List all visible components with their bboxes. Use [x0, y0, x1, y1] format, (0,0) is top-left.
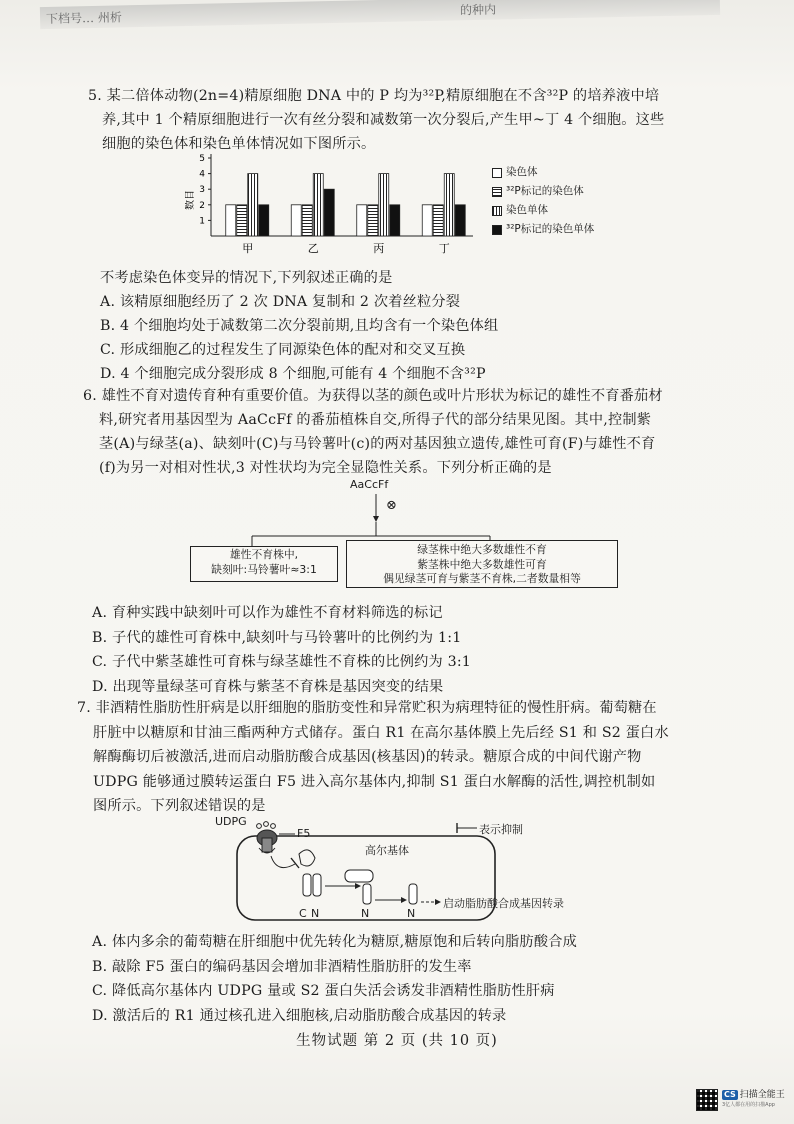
- chart-bars: [226, 174, 466, 236]
- result-box-sterile: 雄性不育株中, 缺刻叶:马铃薯叶≈3:1: [190, 546, 338, 582]
- bar-2-1: [313, 174, 323, 236]
- scanner-brand: CS 扫描全能王 3亿人都在用的扫描App: [722, 1090, 785, 1108]
- q7-option-c[interactable]: C. 降低高尔基体内 UDPG 量或 S2 蛋白失活会诱发非酒精性脂肪性肝病: [92, 983, 555, 999]
- parent-genotype: AaCcFf: [350, 478, 389, 491]
- y-axis-label: 数目: [185, 190, 196, 210]
- x-category-label: 甲: [242, 242, 254, 255]
- bar-3-3: [455, 205, 465, 236]
- bar-2-0: [248, 174, 258, 236]
- question-6-options: [92, 601, 471, 699]
- q5-line-2: 养,其中 1 个精原细胞进行一次有丝分裂和减数第一次分裂后,产生甲~丁 4 个细胞。这些: [102, 112, 665, 128]
- golgi-diagram: [215, 814, 615, 924]
- qr-code-icon: [696, 1089, 718, 1111]
- y-tick-label: 4: [199, 169, 205, 180]
- bar-2-3: [444, 174, 454, 236]
- q6-line-2: 料,研究者用基因型为 AaCcFf 的番茄植株自交,所得子代的部分结果见图。其中,控制紫: [99, 412, 652, 428]
- q7-line-3: 解酶酶切后被激活,进而启动脂肪酸合成基因(核基因)的转录。糖原合成的中间代谢产物: [93, 749, 642, 765]
- q5-line-3: 细胞的染色体和染色单体情况如下图所示。: [102, 136, 376, 152]
- header-strip-right-text: 的种内: [459, 2, 497, 18]
- f5-label: F5: [297, 827, 311, 840]
- x-category-label: 丁: [438, 242, 450, 255]
- q7-line-4: UDPG 能够通过膜转运蛋白 F5 进入高尔基体内,抑制 S1 蛋白水解酶的活性,调控机制如: [93, 773, 656, 790]
- legend-swatch-vertical-lines: [492, 206, 502, 216]
- legend-swatch-black: [492, 225, 502, 235]
- y-tick-label: 1: [199, 216, 205, 227]
- x-category-label: 乙: [307, 242, 319, 255]
- page-footer: 生物试题 第 2 页 (共 10 页): [296, 1033, 498, 1049]
- cross-diagram: [190, 478, 620, 588]
- q6-line-3: 茎(A)与绿茎(a)、缺刻叶(C)与马铃薯叶(c)的两对基因独立遗传,雄性可育(F)与雄性不育: [99, 436, 656, 452]
- bar-3-1: [324, 189, 334, 236]
- q5-line-1: 5. 某二倍体动物(2n=4)精原细胞 DNA 中的 P 均为³²P,精原细胞在不含³²P 的培养液中培: [88, 88, 660, 104]
- bar-0-3: [422, 205, 432, 236]
- x-category-label: 丙: [373, 242, 385, 255]
- scanner-watermark: [696, 1086, 788, 1114]
- c-terminal-label: C: [299, 907, 307, 920]
- q6-option-d[interactable]: D. 出现等量绿茎可育株与紫茎不育株是基因突变的结果: [92, 678, 444, 695]
- chart-legend: [492, 163, 594, 239]
- q6-line-1: 6. 雄性不育对遗传育种有重要价值。为获得以茎的颜色或叶片形状为标记的雄性不育番茄材: [83, 388, 663, 404]
- selfing-symbol: ⊗: [386, 498, 397, 513]
- y-tick-label: 2: [199, 200, 205, 211]
- bar-3-0: [259, 205, 269, 236]
- udpg-label: UDPG: [215, 815, 247, 828]
- transporter-f5-shape: [257, 830, 277, 853]
- bar-0-0: [226, 205, 236, 236]
- bar-2-2: [379, 174, 389, 236]
- bar-1-3: [433, 205, 443, 236]
- q7-line-1: 7. 非酒精性脂肪性肝病是以肝细胞的脂肪变性和异常贮积为病理特征的慢性肝病。葡萄糖在: [77, 700, 657, 716]
- q5-option-c[interactable]: C. 形成细胞乙的过程发生了同源染色体的配对和交叉互换: [100, 342, 466, 358]
- q7-option-b[interactable]: B. 敲除 F5 蛋白的编码基因会增加非酒精性脂肪肝的发生率: [92, 958, 472, 975]
- bar-1-0: [237, 205, 247, 236]
- legend-item-chromosome: 染色体: [492, 163, 594, 182]
- inhibit-legend-label: 表示抑制: [479, 823, 523, 836]
- transcription-label: 启动脂肪酸合成基因转录: [443, 897, 564, 910]
- legend-item-labeled-chromatid: ³²P标记的染色单体: [492, 220, 594, 239]
- bar-0-2: [357, 205, 367, 236]
- legend-item-chromatid: 染色单体: [492, 201, 594, 220]
- bar-1-1: [302, 205, 312, 236]
- n-terminal-label-2: N: [361, 907, 370, 920]
- q6-option-a[interactable]: A. 育种实践中缺刻叶可以作为雄性不育材料筛选的标记: [92, 605, 443, 621]
- question-6: [83, 384, 663, 480]
- bar-1-2: [368, 205, 378, 236]
- question-5-options: [100, 266, 498, 386]
- cs-logo-icon: CS: [724, 1090, 736, 1099]
- y-tick-label: 3: [199, 185, 205, 196]
- q7-line-2: 肝脏中以糖原和甘油三酯两种方式储存。蛋白 R1 在高尔基体膜上先后经 S1 和 S2 蛋白水: [93, 724, 669, 741]
- q7-option-d[interactable]: D. 激活后的 R1 通过核孔进入细胞核,启动脂肪酸合成基因的转录: [92, 1007, 507, 1024]
- legend-item-labeled-chromosome: ³²P标记的染色体: [492, 182, 594, 201]
- q5-option-b[interactable]: B. 4 个细胞均处于减数第二次分裂前期,且均含有一个染色体组: [100, 318, 499, 334]
- q6-line-4: (f)为另一对相对性状,3 对性状均为完全显隐性关系。下列分析正确的是: [99, 460, 552, 476]
- q5-option-d[interactable]: D. 4 个细胞完成分裂形成 8 个细胞,可能有 4 个细胞不含³²P: [100, 366, 486, 382]
- q7-line-5: 图所示。下列叙述错误的是: [93, 798, 266, 814]
- result-box-stem-color: 绿茎株中绝大多数雄性不育 紫茎株中绝大多数雄性可育 偶见绿茎可育与紫茎不育株,二者数量相等: [346, 540, 618, 588]
- n-terminal-label-3: N: [407, 907, 416, 920]
- q6-option-c[interactable]: C. 子代中紫茎雄性可育株与绿茎雄性不育株的比例约为 3:1: [92, 654, 472, 670]
- legend-swatch-horizontal-lines: [492, 187, 502, 197]
- question-7: [77, 696, 669, 819]
- q6-option-b[interactable]: B. 子代的雄性可育株中,缺刻叶与马铃薯叶的比例约为 1:1: [92, 629, 462, 646]
- golgi-label: 高尔基体: [365, 844, 409, 857]
- bar-3-2: [390, 205, 400, 236]
- bar-chart: [185, 148, 485, 258]
- previous-page-edge: [40, 0, 720, 29]
- n-terminal-label-1: N: [311, 907, 320, 920]
- bar-0-1: [291, 205, 301, 236]
- legend-swatch-white: [492, 168, 502, 178]
- question-7-options: [92, 930, 577, 1028]
- q5-stem: 不考虑染色体变异的情况下,下列叙述正确的是: [100, 270, 393, 286]
- q7-option-a[interactable]: A. 体内多余的葡萄糖在肝细胞中优先转化为糖原,糖原饱和后转向脂肪酸合成: [92, 934, 577, 950]
- y-tick-label: 5: [199, 154, 205, 164]
- question-5: [88, 84, 664, 156]
- header-strip-left-text: 下档号… 州析: [45, 10, 123, 26]
- q5-option-a[interactable]: A. 该精原细胞经历了 2 次 DNA 复制和 2 次着丝粒分裂: [100, 294, 461, 310]
